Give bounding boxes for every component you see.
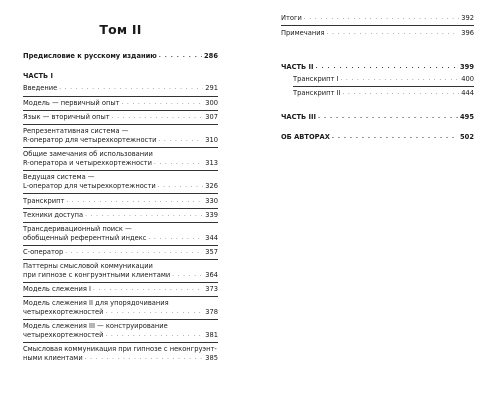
toc-entry[interactable] [23, 211, 218, 220]
toc-entry-part-3[interactable] [281, 113, 474, 122]
entry-title: Транскрипт II [293, 89, 341, 97]
toc-entry[interactable] [23, 99, 218, 108]
entry-page: 357 [205, 248, 218, 256]
entry-page: 381 [205, 331, 218, 339]
toc-entry[interactable] [23, 113, 218, 122]
divider [23, 319, 218, 320]
entry-page: 339 [205, 211, 218, 219]
entry-page: 330 [205, 197, 218, 205]
entry-page: 495 [460, 113, 474, 121]
entry-page: 396 [461, 29, 474, 37]
entry-page: 378 [205, 308, 218, 316]
entry-title: четырехкортежностей [23, 308, 104, 316]
entry-title: ными клиентами [23, 354, 83, 362]
volume-title: Том II [99, 22, 142, 37]
divider [23, 124, 218, 125]
toc-entry[interactable] [23, 248, 218, 257]
divider [23, 282, 218, 283]
toc-entry[interactable]: Общие замечания об использовании R-оператора и четырехкортежности . . . 313 [23, 150, 218, 168]
toc-entry[interactable] [293, 89, 474, 98]
divider [23, 208, 218, 209]
toc-entry[interactable] [281, 29, 474, 38]
divider [23, 342, 218, 343]
entry-title: ЧАСТЬ II [281, 63, 314, 71]
entry-title: Техники доступа [23, 211, 84, 219]
divider [23, 110, 218, 111]
entry-title: R-оператор для четырехкортежности [23, 136, 157, 144]
divider [281, 25, 474, 26]
toc-entry[interactable]: Ведущая система — L-оператор для четырехкортежности . . . 326 [23, 173, 218, 191]
entry-page: 444 [461, 89, 474, 97]
entry-page: 313 [205, 159, 218, 167]
entry-title: Модель слежения I [23, 285, 91, 293]
toc-entry[interactable]: Паттерны смысловой коммуникации при гипнозе с конгруэнтными клиентами . . . 364 [23, 262, 218, 280]
entry-title: Модель — первичный опыт [23, 99, 120, 107]
entry-title: L-оператор для четырехкортежности [23, 182, 156, 190]
toc-entry[interactable] [23, 285, 218, 294]
entry-page: 286 [204, 52, 218, 60]
divider [23, 259, 218, 260]
entry-page: 364 [205, 271, 218, 279]
entry-page: 344 [205, 234, 218, 242]
toc-entry[interactable]: Смысловая коммуникация при гипнозе с неконгруэнт- ными клиентами . . . 385 [23, 345, 218, 363]
entry-title: Итоги [281, 14, 302, 22]
toc-entry[interactable]: Репрезентативная система — R-оператор для четырехкортежности . . . 310 [23, 127, 218, 145]
entry-page: 307 [205, 113, 218, 121]
entry-title: Введение [23, 84, 58, 92]
toc-entry[interactable] [293, 75, 474, 84]
divider [293, 86, 474, 87]
entry-page: 310 [205, 136, 218, 144]
toc-entry[interactable] [23, 197, 218, 206]
toc-entry-preface[interactable] [23, 52, 218, 61]
entry-title: при гипнозе с конгруэнтными клиентами [23, 271, 171, 279]
entry-page: 373 [205, 285, 218, 293]
divider [23, 296, 218, 297]
divider [23, 222, 218, 223]
entry-title: Транскрипт [23, 197, 65, 205]
divider [23, 147, 218, 148]
entry-page: 385 [205, 354, 218, 362]
entry-page: 399 [460, 63, 474, 71]
divider [23, 193, 218, 194]
entry-page: 291 [205, 84, 218, 92]
entry-title: C-оператор [23, 248, 64, 256]
toc-entry[interactable]: Трансдеривационный поиск — обобщенный референтный индекс . . . 344 [23, 225, 218, 243]
entry-title: ЧАСТЬ III [281, 113, 316, 121]
entry-title: Предисловие к русскому изданию [23, 52, 157, 60]
divider [23, 96, 218, 97]
entry-title: R-оператора и четырехкортежности [23, 159, 152, 167]
entry-title: Язык — вторичный опыт [23, 113, 110, 121]
toc-entry[interactable] [23, 84, 218, 93]
toc-entry-authors[interactable] [281, 133, 474, 142]
divider [23, 245, 218, 246]
entry-page: 400 [461, 75, 474, 83]
entry-page: 326 [205, 182, 218, 190]
toc-entry-part-2[interactable] [281, 63, 474, 72]
toc-entry[interactable] [281, 14, 474, 23]
entry-page: 502 [460, 133, 474, 141]
entry-page: 300 [205, 99, 218, 107]
entry-title: обобщенный референтный индекс [23, 234, 147, 242]
divider [23, 170, 218, 171]
toc-entry[interactable]: Модель слежения II для упорядочивания четырехкортежностей . . . 378 [23, 299, 218, 317]
part-heading-1: ЧАСТЬ I [23, 72, 53, 80]
entry-title: Транскрипт I [293, 75, 339, 83]
entry-title: четырехкортежностей [23, 331, 104, 339]
entry-title: Примечания [281, 29, 325, 37]
toc-entry[interactable]: Модель слежения III — конструирование четырехкортежностей . . . 381 [23, 322, 218, 340]
entry-title: ОБ АВТОРАХ [281, 133, 330, 141]
entry-page: 392 [461, 14, 474, 22]
